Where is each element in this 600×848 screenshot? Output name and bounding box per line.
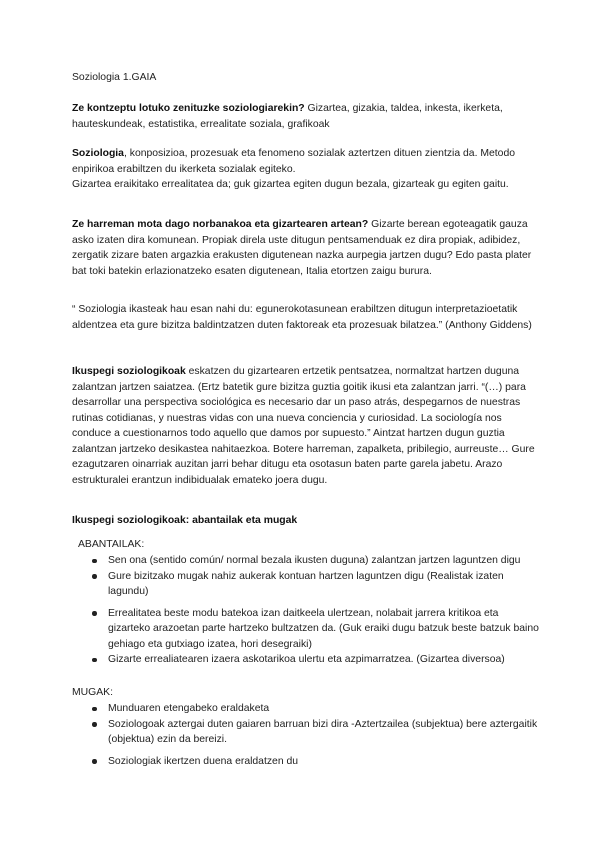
- question-concepts-bold: Ze kontzeptu lotuko zenituzke soziologiarekin?: [72, 103, 305, 114]
- question-relationship: [72, 217, 542, 279]
- list-item: Errealitatea beste modu batekoa izan daitkeela ulertzean, nolabait jarrera kritikoa eta gizarteko arazoetan parte hartzeko bultzatzen da. (Guk eraiki dugu batzuk beste batzuk baino gehiago eta gutxiago izatea, hori desegraiki): [90, 606, 542, 653]
- sociology-definition: [72, 146, 542, 193]
- question-concepts-text: Gizartea, gizakia, taldea, inkesta, ikerketa, hauteskundeak, estatistika, errealitate soziala, grafikoak: [72, 103, 503, 130]
- limits-list: [90, 701, 542, 769]
- giddens-quote: “ Soziologia ikasteak hau esan nahi du: egunerokotasunean erabiltzen ditugun interpretazioetatik aldentzea eta gure bizitza baldintzatzen duten faktoreak eta prozesuak bilatzea.” (Anthony Giddens): [72, 304, 532, 331]
- sociology-definition-text: , konposizioa, prozesuak eta fenomeno sozialak aztertzen dituen zientzia da. Metodo enpirikoa erabiltzen du ikerketa sozialak egiteko.: [72, 148, 516, 175]
- sociology-term: Soziologia: [72, 148, 124, 159]
- question-relationship-bold: Ze harreman mota dago norbanakoa eta gizartearen artean?: [72, 219, 369, 230]
- list-item: Soziologoak aztergai duten gaiaren barruan bizi dira -Aztertzailea (subjektua) bere aztergaitik (objektua) ezin da bereizi.: [90, 717, 542, 748]
- list-item: Gizarte errealiatearen izaera askotarikoa ulertu eta azpimarratzea. (Gizartea diversoa): [90, 652, 542, 668]
- sociology-definition-line2: Gizartea eraikitako errealitatea da; guk gizartea egiten dugun bezala, gizarteak gu egiten gaitu.: [72, 179, 509, 190]
- list-item: Sen ona (sentido común/ normal bezala ikusten duguna) zalantzan jartzen laguntzen digu: [90, 553, 542, 569]
- list-item: Soziologiak ikertzen duena eraldatzen du: [90, 754, 542, 770]
- question-concepts: [72, 101, 542, 132]
- sociological-perspective-term: Ikuspegi soziologikoak: [72, 366, 186, 377]
- sociological-perspective-text: eskatzen du gizartearen ertzetik pentsatzea, normaltzat hartzen duguna zalantzan jartzen saiatzea. (Ertz batetik gure bizitza guztia goitik ikusi eta zalantzan jarri. “(…) para desarrollar una perspectiva sociológica es necesario dar un paso atrás, despegarnos de nuestras rutinas cotidianas, y nuestras vidas con una nueva conciencia y curiosidad. La sociología nos conduce a cuestionarnos todo aquello que damos por supuesto.” Aintzat hartzen dugun guztia zalantzan jartzeko desikastea nahitaezkoa. Botere harreman, zapalketa, pribilegio, aurreuste… Gure ezagutzaren oinarriak auzitan jarri behar ditugu eta osotasun baten parte garela jabetu. Arazo estrukturalei erantzun indibidualak emateko joera dugu.: [72, 366, 535, 486]
- question-relationship-text: Gizarte berean egoteagatik gauza asko izaten dira komunean. Propiak direla uste ditugun pentsamenduak ez dira propiak, adibidez, zergatik zizare baten argazkia erakusten digutenean nazka aurpegia jartzen dugu? Edo pasta plater bat toki batekin erlazionatzeko esaten digutenean, Italia etortzen zaigu burura.: [72, 219, 532, 277]
- advantages-label: ABANTAILAK:: [78, 539, 145, 550]
- section-heading-text: Ikuspegi soziologikoak: abantailak eta mugak: [72, 515, 298, 526]
- list-item: Gure bizitzako mugak nahiz aukerak kontuan hartzen laguntzen digu (Realistak izaten lagundu): [90, 569, 542, 600]
- list-item: Munduaren etengabeko eraldaketa: [90, 701, 542, 717]
- limits-label: MUGAK:: [72, 687, 113, 698]
- section-heading: [72, 513, 542, 529]
- advantages-list: [90, 553, 542, 668]
- document-title: Soziologia 1.GAIA: [72, 72, 157, 83]
- sociological-perspective-paragraph: [72, 364, 542, 488]
